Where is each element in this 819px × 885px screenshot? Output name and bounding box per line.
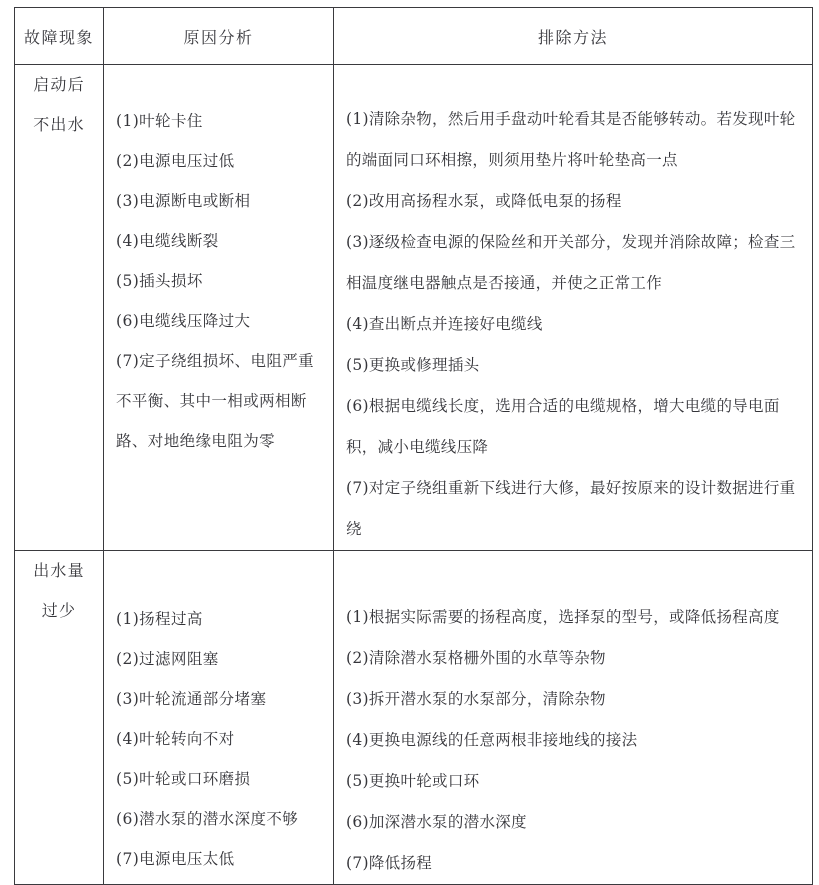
symptom-line: 过少 <box>41 601 77 620</box>
table-row <box>15 65 813 551</box>
cause-item: (4)叶轮转向不对 <box>116 730 235 748</box>
symptom-line: 出水量 <box>33 561 85 580</box>
remedy-item: (3)拆开潜水泵的水泵部分，清除杂物 <box>346 690 606 708</box>
fault-diagnosis-table <box>14 7 813 885</box>
column-header-symptom: 故障现象 <box>15 8 104 65</box>
cause-item: (6)潜水泵的潜水深度不够 <box>116 810 299 828</box>
cause-item: (3)电源断电或断相 <box>116 192 251 210</box>
remedy-item: (7)降低扬程 <box>346 854 433 872</box>
remedy-item: (7)对定子绕组重新下线进行大修，最好按原来的设计数据进行重绕 <box>346 479 796 538</box>
symptom-line: 启动后 <box>33 75 85 94</box>
table-header-row <box>15 8 813 65</box>
cause-item: (1)叶轮卡住 <box>116 112 203 130</box>
remedy-item: (5)更换叶轮或口环 <box>346 772 480 790</box>
remedy-item: (6)加深潜水泵的潜水深度 <box>346 813 527 831</box>
column-header-cause: 原因分析 <box>104 8 334 65</box>
remedy-item: (4)更换电源线的任意两根非接地线的接法 <box>346 731 638 749</box>
remedy-item: (2)清除潜水泵格栅外围的水草等杂物 <box>346 649 606 667</box>
symptom-cell <box>15 551 104 885</box>
cause-item: (7)定子绕组损坏、电阻严重不平衡、其中一相或两相断路、对地绝缘电阻为零 <box>116 352 315 450</box>
cause-cell <box>104 551 334 885</box>
cause-list <box>104 65 333 461</box>
cause-item: (5)叶轮或口环磨损 <box>116 770 251 788</box>
symptom-line: 不出水 <box>33 115 85 134</box>
remedy-item: (5)更换或修理插头 <box>346 356 480 374</box>
cause-item: (1)扬程过高 <box>116 610 203 628</box>
cause-item: (3)叶轮流通部分堵塞 <box>116 690 267 708</box>
cause-item: (5)插头损坏 <box>116 272 203 290</box>
remedy-list <box>334 65 812 550</box>
symptom-cell <box>15 65 104 551</box>
cause-item: (2)电源电压过低 <box>116 152 235 170</box>
cause-item: (2)过滤网阻塞 <box>116 650 219 668</box>
remedy-item: (4)查出断点并连接好电缆线 <box>346 315 543 333</box>
remedy-cell <box>334 551 813 885</box>
cause-cell <box>104 65 334 551</box>
cause-item: (6)电缆线压降过大 <box>116 312 251 330</box>
remedy-item: (1)根据实际需要的扬程高度，选择泵的型号，或降低扬程高度 <box>346 608 780 626</box>
remedy-item: (2)改用高扬程水泵，或降低电泵的扬程 <box>346 192 622 210</box>
column-header-remedy: 排除方法 <box>334 8 813 65</box>
remedy-item: (6)根据电缆线长度，选用合适的电缆规格，增大电缆的导电面积，减小电缆线压降 <box>346 397 780 456</box>
remedy-list <box>334 551 812 884</box>
remedy-cell <box>334 65 813 551</box>
cause-item: (4)电缆线断裂 <box>116 232 219 250</box>
table-row <box>15 551 813 885</box>
remedy-item: (3)逐级检查电源的保险丝和开关部分，发现并消除故障；检查三相温度继电器触点是否接通，并使之正常工作 <box>346 233 796 292</box>
remedy-item: (1)清除杂物，然后用手盘动叶轮看其是否能够转动。若发现叶轮的端面同口环相擦，则须用垫片将叶轮垫高一点 <box>346 110 796 169</box>
cause-item: (7)电源电压太低 <box>116 850 235 868</box>
